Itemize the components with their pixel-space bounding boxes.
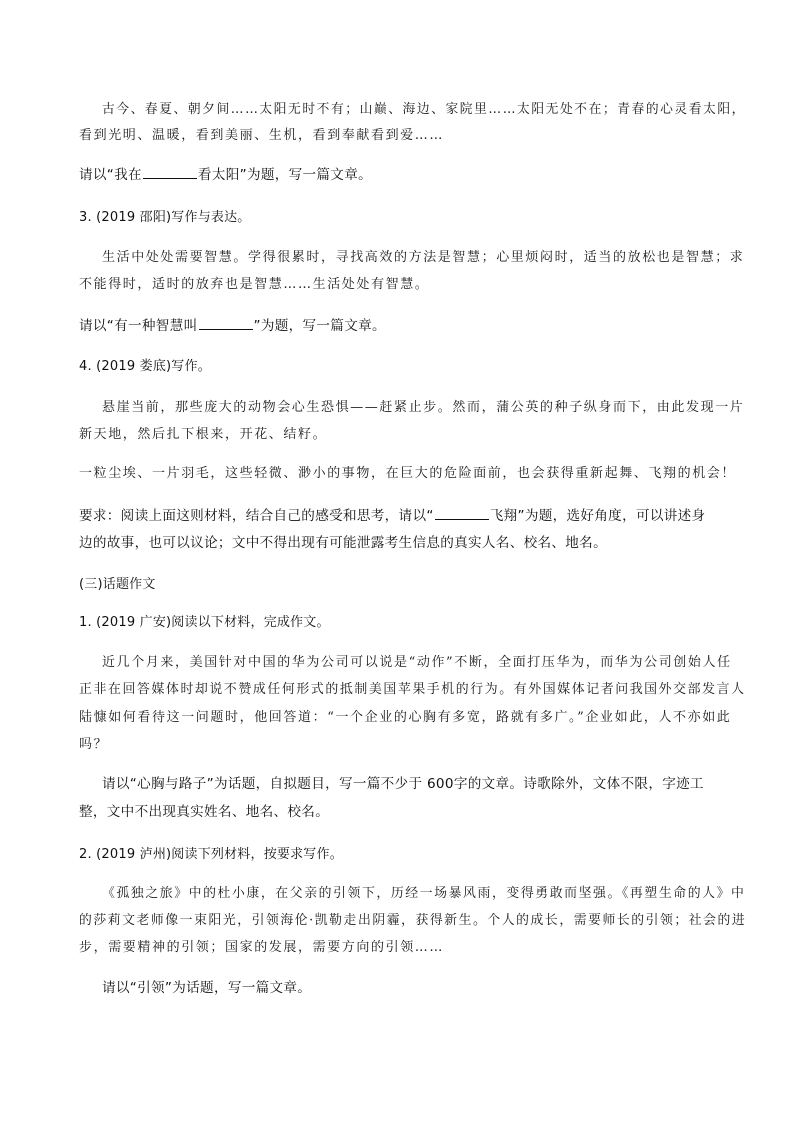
material-line: 步，需要精神的引领；国家的发展，需要方向的引领…… [79,940,445,955]
prompt-text: ”为题，写一篇文章。 [253,318,386,334]
material-line: 吗？ [79,737,109,752]
question-heading: 4. (2019 娄底)写作。 [79,359,211,374]
material-line: 正非在回答媒体时却说不赞成任何形式的抵制美国苹果手机的行为。有外国媒体记者问我国外交部发言人 [79,682,746,697]
prompt-text: 要求：阅读上面这则材料，结合自己的感受和思考，请以“ [79,508,434,524]
prompt-text: 飞翔”为题，选好角度，可以讲述身 [489,508,706,524]
material-line: 的莎莉文老师像一束阳光，引领海伦·凯勒走出阴霾，获得新生。个人的成长，需要师长的引领；社会的进 [79,913,747,928]
fill-blank [435,518,489,520]
material-line: 陆慷如何看待这一问题时，他回答道：“一个企业的心胸有多宽，路就有多广。”企业如此，人不亦如此 [79,710,732,725]
prompt-line: 整，文中不出现真实姓名、地名、校名。 [79,804,330,820]
question-heading: 2. (2019 泸州)阅读下列材料，按要求写作。 [79,847,343,862]
requirement-line: 边的故事，也可以议论；文中不得出现有可能泄露考生信息的真实人名、校名、地名。 [79,535,607,551]
material-line: 近几个月来，美国针对中国的华为公司可以说是“动作”不断，全面打压华为，而华为公司创始人任 [102,655,732,670]
material-line: 看到光明、温暖，看到美丽、生机，看到奉献看到爱…… [79,128,445,143]
question-heading: 3. (2019 邵阳)写作与表达。 [79,210,251,225]
prompt-text: 请以“我在 [79,167,142,183]
prompt-text: 看太阳”为题，写一篇文章。 [197,167,372,183]
material-line: 一粒尘埃、一片羽毛，这些轻微、渺小的事物，在巨大的危险面前，也会获得重新起舞、飞翔的机会！ [79,466,737,481]
requirement-line [79,504,705,524]
prompt-line [79,314,386,334]
prompt-line [79,163,372,183]
section-heading: (三)话题作文 [79,577,156,592]
prompt-line: 请以“心胸与路子”为话题，自拟题目，写一篇不少于 600字的文章。诗歌除外，文体不限，字迹工 [102,776,704,792]
prompt-line: 请以“引领”为话题，写一篇文章。 [102,980,312,996]
prompt-text: 请以“有一种智慧叫 [79,318,198,334]
material-line: 悬崖当前，那些庞大的动物会心生恐惧——赶紧止步。然而，蒲公英的种子纵身而下，由此发现一片 [102,400,745,415]
fill-blank [143,177,197,179]
material-line: 古今、春夏、朝夕间……太阳无时不有；山巅、海边、家院里……太阳无处不在；青春的心灵看太阳， [102,102,747,117]
fill-blank [199,328,253,330]
material-line: 《孤独之旅》中的杜小康，在父亲的引领下，历经一场暴风雨，变得勇敢而坚强。《再塑生命的人》中 [102,886,746,901]
material-line: 不能得时，适时的放弃也是智慧……生活处处有智慧。 [79,277,430,292]
material-line: 新天地，然后扎下根来，开花、结籽。 [79,427,328,442]
question-heading: 1. (2019 广安)阅读以下材料，完成作文。 [79,615,330,630]
material-line: 生活中处处需要智慧。学得很累时，寻找高效的方法是智慧；心里烦闷时，适当的放松也是智慧；求 [102,250,745,265]
